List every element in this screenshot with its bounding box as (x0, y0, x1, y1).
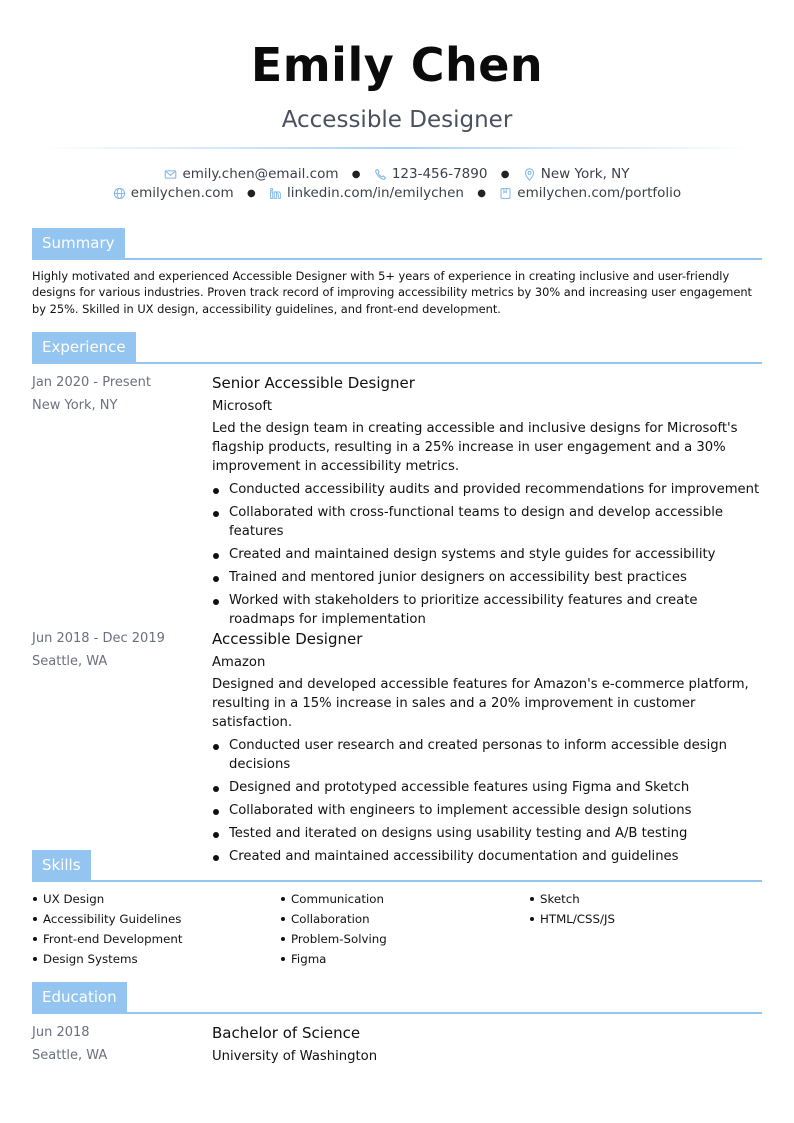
skills-section-heading: Skills (32, 850, 762, 882)
contact-website[interactable]: emilychen.com (113, 185, 234, 201)
skills-column-2 (280, 889, 520, 969)
contact-separator: ● (477, 187, 486, 199)
skill-item: HTML/CSS/JS (529, 909, 769, 929)
job-company: Amazon (212, 655, 266, 670)
list-item: Designed and prototyped accessible features using Figma and Sketch (212, 778, 762, 797)
job-meta (32, 627, 202, 673)
education-body (212, 1021, 762, 1068)
job-company: Microsoft (212, 399, 273, 414)
contact-separator: ● (247, 187, 256, 199)
contact-location: New York, NY (523, 166, 630, 182)
job-dates: Jun 2018 - Dec 2019 (32, 631, 165, 646)
education-school: University of Washington (212, 1049, 378, 1064)
portfolio-icon (499, 187, 512, 200)
skill-item: Sketch (529, 889, 769, 909)
header-divider (40, 147, 754, 149)
list-item: Created and maintained design systems and style guides for accessibility (212, 545, 762, 564)
list-item: Conducted user research and created personas to inform accessible design decisions (212, 736, 762, 774)
education-section-heading: Education (32, 982, 762, 1014)
contact-separator: ● (500, 168, 510, 180)
list-item: Worked with stakeholders to prioritize accessibility features and create roadmaps for implementation (212, 591, 762, 629)
linkedin-icon (269, 187, 282, 200)
education-degree: Bachelor of Science (212, 1024, 361, 1042)
education-location: Seattle, WA (32, 1048, 108, 1063)
job-title: Accessible Designer (281, 107, 513, 133)
contact-portfolio[interactable]: emilychen.com/portfolio (499, 185, 681, 201)
list-item: Collaborated with engineers to implement accessible design solutions (212, 801, 762, 820)
job-location: Seattle, WA (32, 654, 108, 669)
skill-item: UX Design (32, 889, 272, 909)
job-bullets (212, 480, 762, 629)
job-role: Accessible Designer (212, 630, 363, 648)
list-item: Collaborated with cross-functional teams to design and develop accessible features (212, 503, 762, 541)
education-dates: Jun 2018 (32, 1025, 90, 1040)
skills-column-1 (32, 889, 272, 969)
globe-icon (113, 187, 126, 200)
job-role: Senior Accessible Designer (212, 374, 415, 392)
contact-separator: ● (351, 168, 361, 180)
experience-section-heading: Experience (32, 332, 762, 364)
skill-item: Figma (280, 949, 520, 969)
contact-linkedin[interactable]: linkedin.com/in/emilychen (269, 185, 464, 201)
list-item: Tested and iterated on designs using usability testing and A/B testing (212, 824, 762, 843)
summary-section-heading: Summary (32, 228, 762, 260)
mail-icon (164, 168, 177, 181)
job-dates: Jan 2020 - Present (32, 375, 151, 390)
list-item: Trained and mentored junior designers on accessibility best practices (212, 568, 762, 587)
job-bullets (212, 736, 762, 866)
skill-item: Collaboration (280, 909, 520, 929)
skills-column-3 (529, 889, 769, 929)
contact-email[interactable]: emily.chen@email.com (164, 166, 338, 182)
list-item: Conducted accessibility audits and provided recommendations for improvement (212, 480, 762, 499)
education-meta (32, 1021, 202, 1067)
contact-row-1 (0, 166, 794, 182)
skill-item: Front-end Development (32, 929, 272, 949)
list-item: Created and maintained accessibility documentation and guidelines (212, 847, 762, 866)
contact-row-2 (0, 185, 794, 201)
job-description: Led the design team in creating accessible and inclusive designs for Microsoft's flagship products, resulting in a 25% increase in user engagement and a 30% improvement in accessibility metrics. (212, 421, 738, 474)
location-pin-icon (523, 168, 536, 181)
job-description: Designed and developed accessible features for Amazon's e-commerce platform, resulting in a 15% increase in sales and a 20% improvement in customer satisfaction. (212, 677, 749, 730)
job-location: New York, NY (32, 398, 118, 413)
candidate-name: Emily Chen (250, 38, 544, 92)
skill-item: Communication (280, 889, 520, 909)
skill-item: Design Systems (32, 949, 272, 969)
summary-text: Highly motivated and experienced Accessible Designer with 5+ years of experience in creating inclusive and user-friendly designs for various industries. Proven track record of improving accessibility metrics by 30% and increasing user engagement by 25%. Skilled in UX design, accessibility guidelines, and front-end development. (32, 269, 753, 316)
job-meta (32, 371, 202, 417)
job-body (212, 371, 762, 633)
contact-phone[interactable]: 123-456-7890 (374, 166, 488, 182)
skill-item: Problem-Solving (280, 929, 520, 949)
phone-icon (374, 168, 387, 181)
job-body (212, 627, 762, 870)
skill-item: Accessibility Guidelines (32, 909, 272, 929)
